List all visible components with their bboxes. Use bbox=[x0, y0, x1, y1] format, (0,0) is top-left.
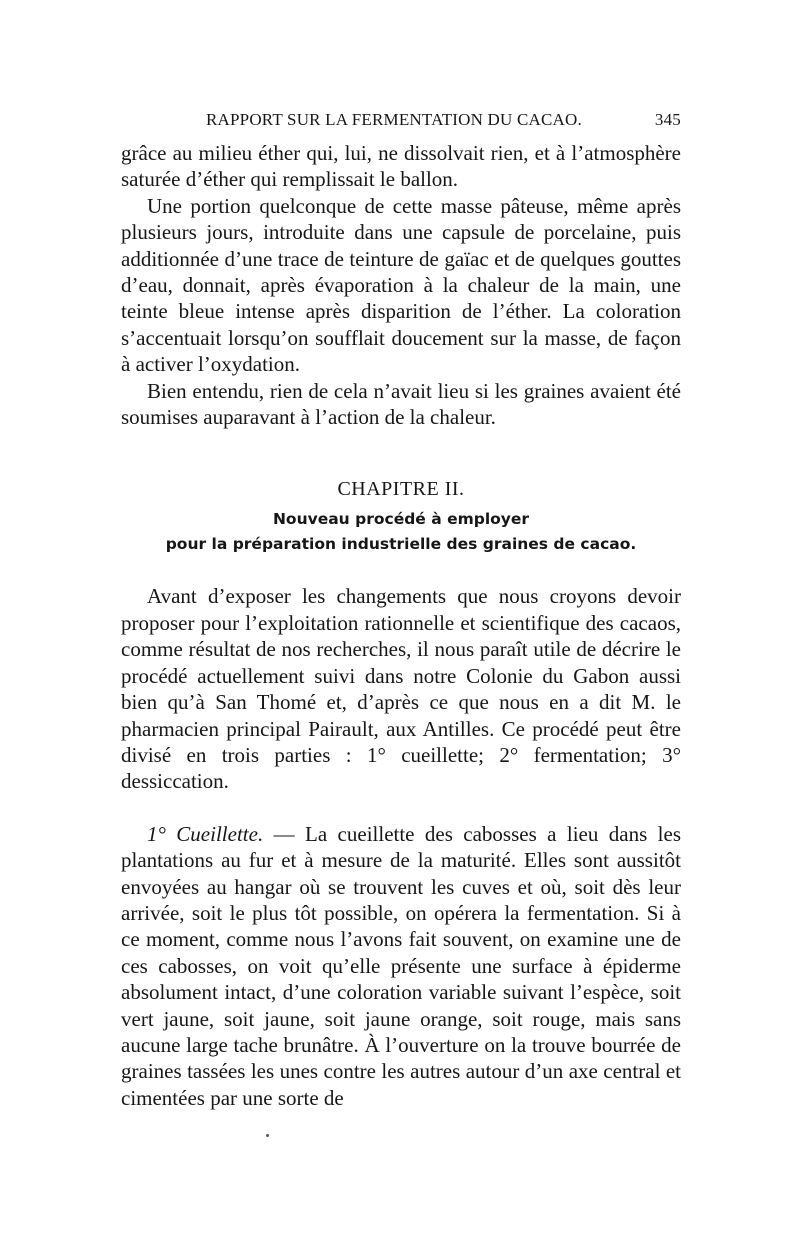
section-run-in-heading: 1° Cueillette. bbox=[147, 821, 264, 846]
paragraph-cueillette bbox=[121, 821, 681, 1111]
chapter-subtitle-line-2: pour la préparation industrielle des graines de cacao. bbox=[165, 535, 637, 554]
running-title: RAPPORT SUR LA FERMENTATION DU CACAO. bbox=[206, 110, 582, 129]
book-page bbox=[121, 110, 681, 1111]
paragraph-intro: Avant d’exposer les changements que nous croyons devoir proposer pour l’exploitation rationnelle et scientifique des cacaos, comme résultat de nos recherches, il nous paraît utile de décrire le procédé actuellement suivi dans notre Colonie du Gabon aussi bien qu’à San Thomé et, d’après ce que nous en a dit M. le pharmacien principal Pairault, aux Antilles. Ce procédé peut être divisé en trois parties : 1° cueillette; 2° fermentation; 3° dessiccation. bbox=[121, 584, 681, 794]
chapter-subtitle bbox=[121, 507, 681, 557]
paragraph-bien-entendu: Bien entendu, rien de cela n’avait lieu si les graines avaient été soumises auparavant à l’action de la chaleur. bbox=[121, 378, 681, 430]
paragraph-masse-pateuse: Une portion quelconque de cette masse pâteuse, même après plusieurs jours, introduite dans une capsule de porcelaine, puis additionnée d’une trace de teinture de gaïac et de quelques gouttes d’eau, donnait, après évaporation à la chaleur de la main, une teinte bleue intense après disparition de l’éther. La coloration s’accentuait lorsqu’on soufflait doucement sur la masse, de façon à activer l’oxydation. bbox=[121, 193, 681, 377]
paragraph-continued: grâce au milieu éther qui, lui, ne dissolvait rien, et à l’atmosphère saturée d’éther qui remplissait le ballon. bbox=[121, 141, 681, 192]
chapter-title: CHAPITRE II. bbox=[337, 478, 465, 501]
paragraph-cueillette-text: — La cueillette des cabosses a lieu dans les plantations au fur et à mesure de la maturité. Elles sont aussitôt envoyées au hangar où se trouvent les cuves et où, soit dès leur arrivée, soit le plus tôt possible, on opérera la fermentation. Si à ce moment, comme nous l’avons fait souvent, on examine une de ces cabosses, on voit qu’elle présente une surface à épiderme absolument intact, d’une coloration variable suivant l’espèce, soit vert jaune, soit jaune, soit jaune orange, soit rouge, mais sans aucune large tache brunâtre. À l’ouverture on la trouve bourrée de graines tassées les unes contre les autres autour d’un axe central et cimentées par une sorte de bbox=[121, 821, 681, 1110]
running-header bbox=[121, 110, 681, 140]
chapter-subtitle-line-1: Nouveau procédé à employer bbox=[272, 510, 530, 529]
print-speck bbox=[266, 1134, 269, 1137]
page-number: 345 bbox=[654, 110, 681, 129]
